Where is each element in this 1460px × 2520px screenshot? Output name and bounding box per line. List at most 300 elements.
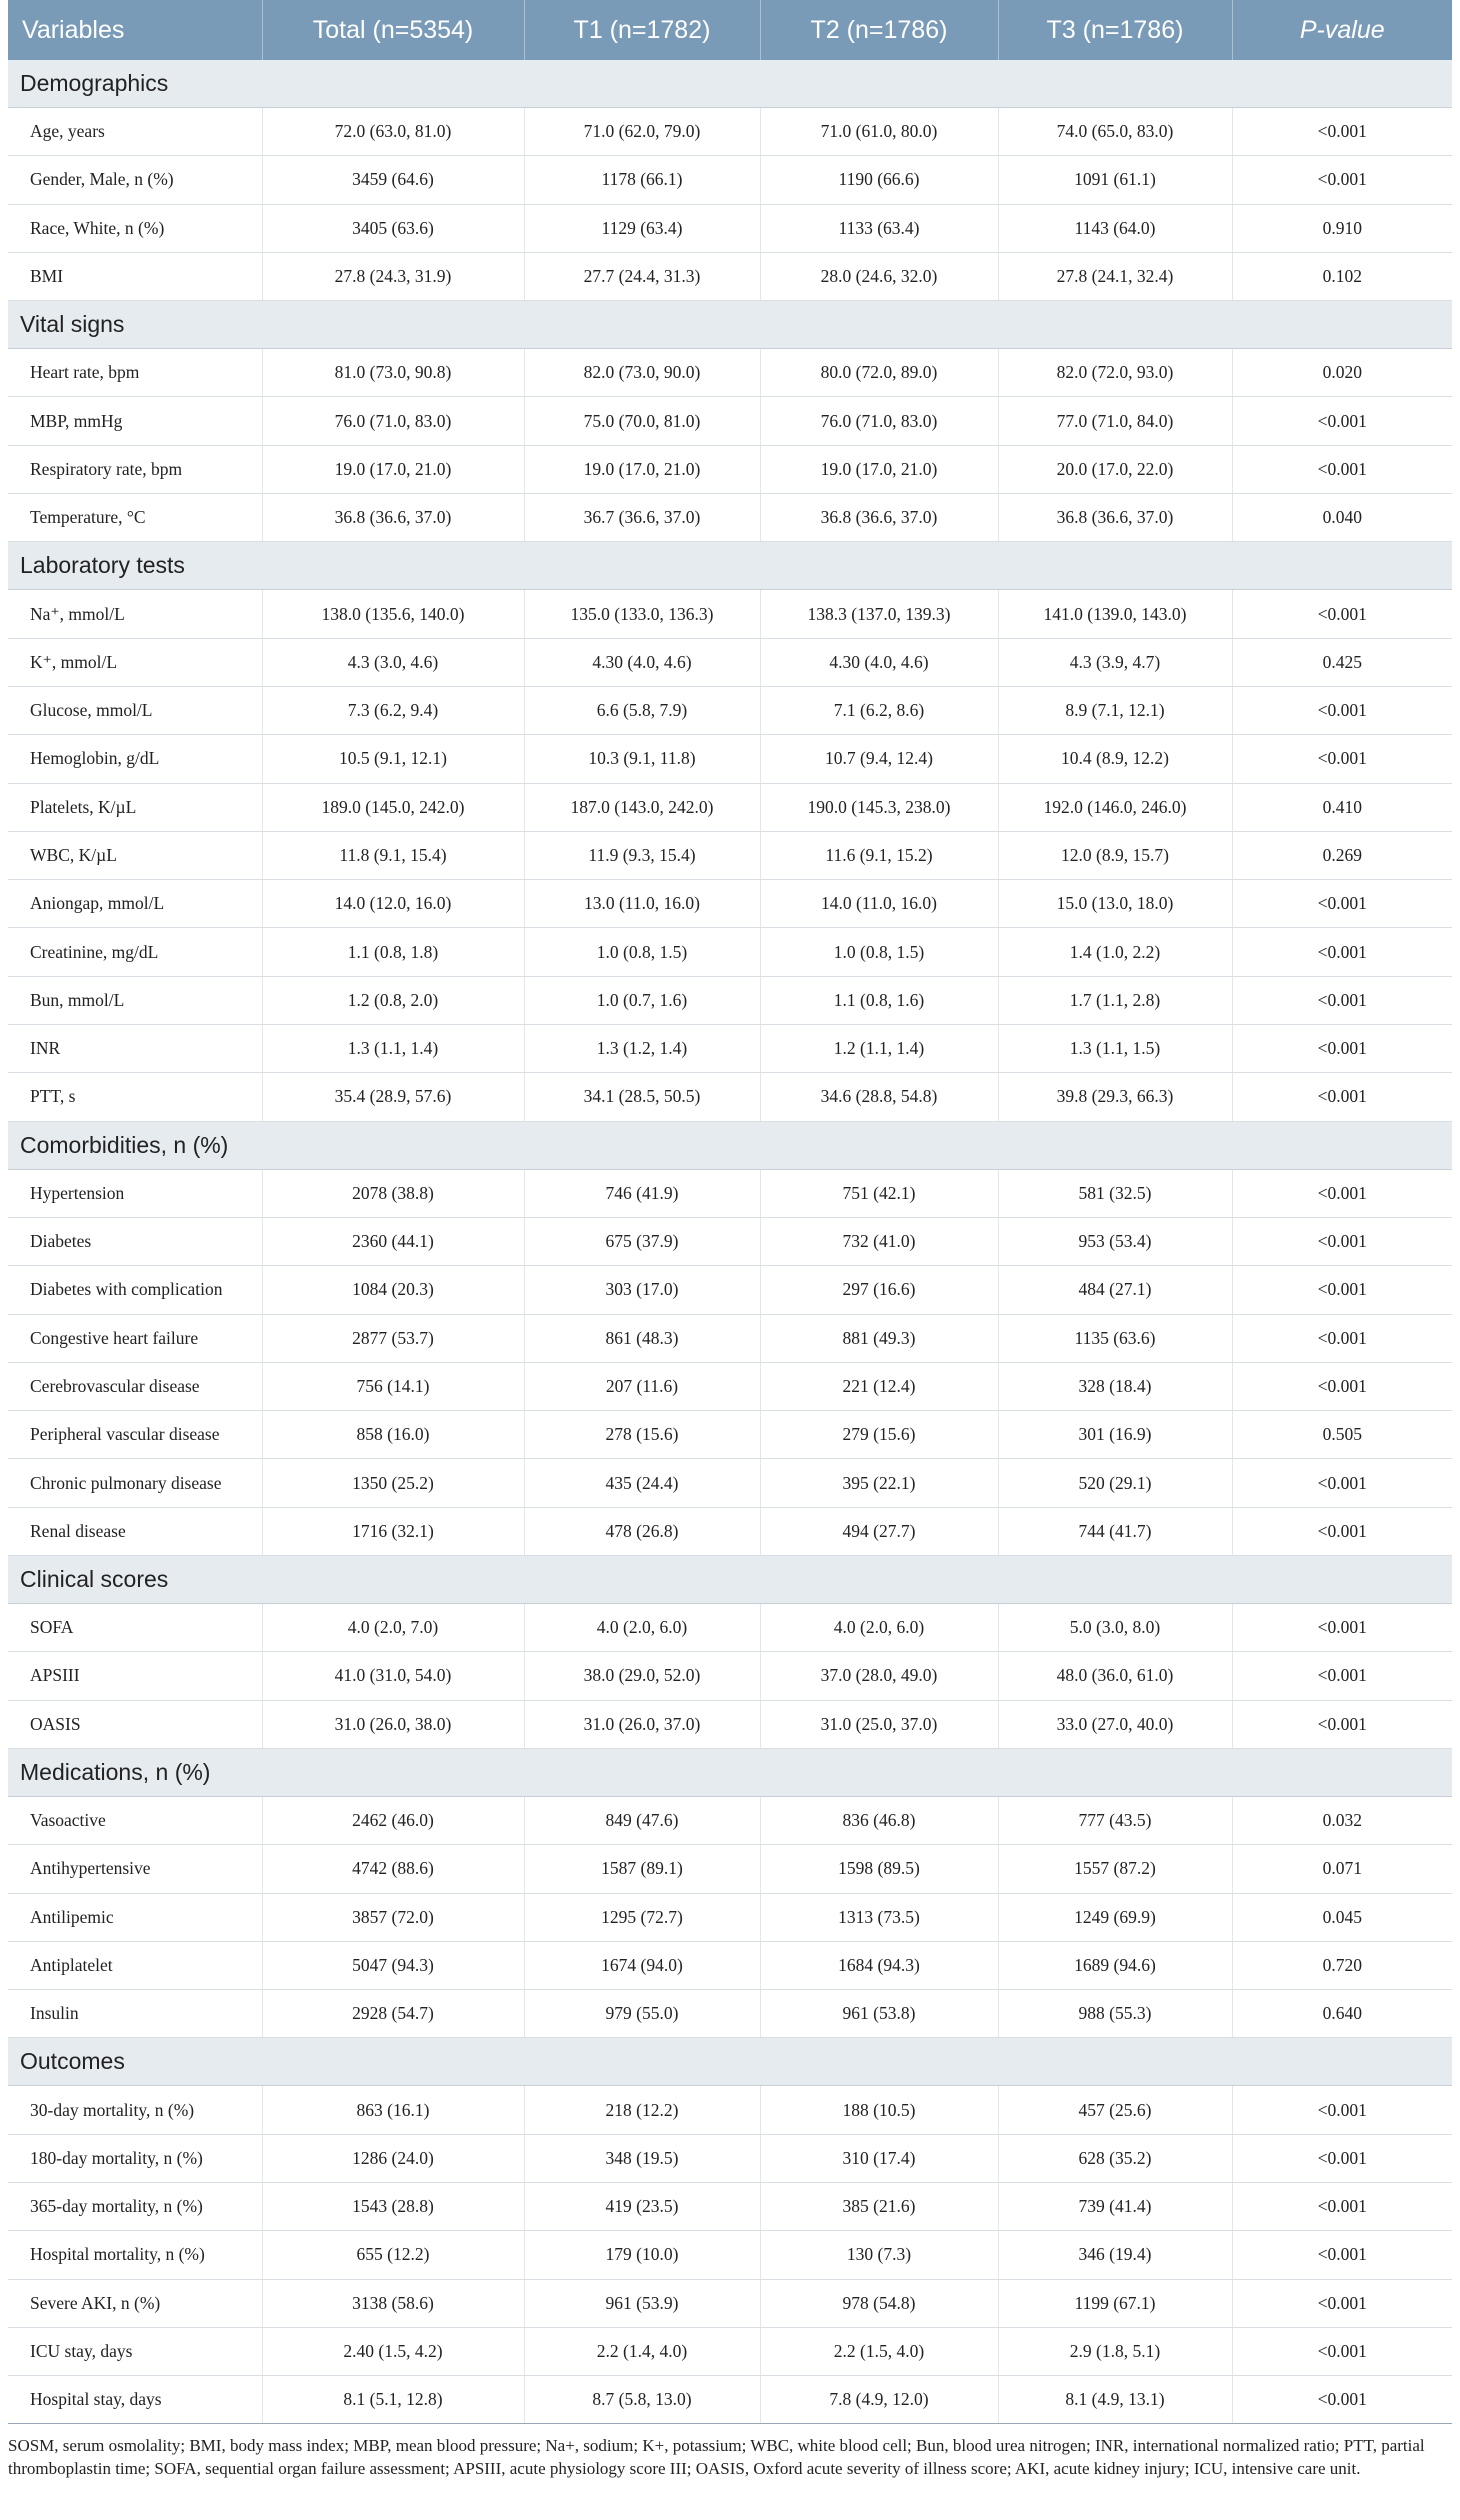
- t3-cell: 15.0 (13.0, 18.0): [998, 880, 1232, 928]
- t3-cell: 74.0 (65.0, 83.0): [998, 108, 1232, 156]
- t1-cell: 10.3 (9.1, 11.8): [524, 735, 760, 783]
- variable-cell: Aniongap, mmol/L: [8, 880, 262, 928]
- header-variables: Variables: [8, 0, 262, 60]
- t1-cell: 19.0 (17.0, 21.0): [524, 445, 760, 493]
- table-row: [8, 445, 1452, 493]
- total-cell: 31.0 (26.0, 38.0): [262, 1700, 524, 1748]
- t2-cell: 1684 (94.3): [760, 1941, 998, 1989]
- t1-cell: 8.7 (5.8, 13.0): [524, 2376, 760, 2424]
- t3-cell: 82.0 (72.0, 93.0): [998, 349, 1232, 397]
- t1-cell: 861 (48.3): [524, 1314, 760, 1362]
- total-cell: 72.0 (63.0, 81.0): [262, 108, 524, 156]
- section-title: Comorbidities, n (%): [8, 1121, 1452, 1169]
- t3-cell: 27.8 (24.1, 32.4): [998, 252, 1232, 300]
- t2-cell: 71.0 (61.0, 80.0): [760, 108, 998, 156]
- section-header-row: [8, 60, 1452, 108]
- t1-cell: 348 (19.5): [524, 2134, 760, 2182]
- table-row: [8, 1411, 1452, 1459]
- variable-cell: Hemoglobin, g/dL: [8, 735, 262, 783]
- total-cell: 1716 (32.1): [262, 1507, 524, 1555]
- table-row: [8, 686, 1452, 734]
- t1-cell: 1129 (63.4): [524, 204, 760, 252]
- total-cell: 3459 (64.6): [262, 156, 524, 204]
- p-value-cell: 0.720: [1232, 1941, 1452, 1989]
- t2-cell: 978 (54.8): [760, 2279, 998, 2327]
- t1-cell: 746 (41.9): [524, 1169, 760, 1217]
- table-row: [8, 928, 1452, 976]
- p-value-cell: <0.001: [1232, 1362, 1452, 1410]
- p-value-cell: <0.001: [1232, 445, 1452, 493]
- p-value-cell: 0.269: [1232, 831, 1452, 879]
- table-row: [8, 108, 1452, 156]
- variable-cell: Hypertension: [8, 1169, 262, 1217]
- variable-cell: Bun, mmol/L: [8, 976, 262, 1024]
- header-total: Total (n=5354): [262, 0, 524, 60]
- variable-cell: WBC, K/µL: [8, 831, 262, 879]
- variable-cell: Antihypertensive: [8, 1845, 262, 1893]
- total-cell: 41.0 (31.0, 54.0): [262, 1652, 524, 1700]
- p-value-cell: <0.001: [1232, 2279, 1452, 2327]
- variable-cell: Chronic pulmonary disease: [8, 1459, 262, 1507]
- total-cell: 8.1 (5.1, 12.8): [262, 2376, 524, 2424]
- t2-cell: 4.30 (4.0, 4.6): [760, 638, 998, 686]
- t1-cell: 849 (47.6): [524, 1796, 760, 1844]
- p-value-cell: <0.001: [1232, 1025, 1452, 1073]
- t2-cell: 836 (46.8): [760, 1796, 998, 1844]
- t3-cell: 192.0 (146.0, 246.0): [998, 783, 1232, 831]
- header-t1: T1 (n=1782): [524, 0, 760, 60]
- total-cell: 4.0 (2.0, 7.0): [262, 1604, 524, 1652]
- t2-cell: 1.0 (0.8, 1.5): [760, 928, 998, 976]
- section-title: Clinical scores: [8, 1556, 1452, 1604]
- t3-cell: 1.4 (1.0, 2.2): [998, 928, 1232, 976]
- t1-cell: 1.0 (0.8, 1.5): [524, 928, 760, 976]
- total-cell: 2.40 (1.5, 4.2): [262, 2327, 524, 2375]
- t2-cell: 494 (27.7): [760, 1507, 998, 1555]
- t3-cell: 141.0 (139.0, 143.0): [998, 590, 1232, 638]
- table-row: [8, 1073, 1452, 1121]
- table-row: [8, 1652, 1452, 1700]
- table-row: [8, 1169, 1452, 1217]
- t1-cell: 31.0 (26.0, 37.0): [524, 1700, 760, 1748]
- t3-cell: 628 (35.2): [998, 2134, 1232, 2182]
- variable-cell: 30-day mortality, n (%): [8, 2086, 262, 2134]
- table-row: [8, 1893, 1452, 1941]
- table-row: [8, 1266, 1452, 1314]
- section-title: Laboratory tests: [8, 542, 1452, 590]
- p-value-cell: 0.040: [1232, 494, 1452, 542]
- t2-cell: 34.6 (28.8, 54.8): [760, 1073, 998, 1121]
- t2-cell: 395 (22.1): [760, 1459, 998, 1507]
- t2-cell: 188 (10.5): [760, 2086, 998, 2134]
- p-value-cell: 0.505: [1232, 1411, 1452, 1459]
- table-row: [8, 1025, 1452, 1073]
- t3-cell: 739 (41.4): [998, 2182, 1232, 2230]
- t1-cell: 675 (37.9): [524, 1217, 760, 1265]
- t2-cell: 297 (16.6): [760, 1266, 998, 1314]
- total-cell: 36.8 (36.6, 37.0): [262, 494, 524, 542]
- p-value-cell: <0.001: [1232, 976, 1452, 1024]
- table-row: [8, 880, 1452, 928]
- total-cell: 76.0 (71.0, 83.0): [262, 397, 524, 445]
- p-value-cell: 0.640: [1232, 1990, 1452, 2038]
- t2-cell: 37.0 (28.0, 49.0): [760, 1652, 998, 1700]
- p-value-cell: <0.001: [1232, 735, 1452, 783]
- table-row: [8, 1362, 1452, 1410]
- t1-cell: 303 (17.0): [524, 1266, 760, 1314]
- t3-cell: 4.3 (3.9, 4.7): [998, 638, 1232, 686]
- t2-cell: 732 (41.0): [760, 1217, 998, 1265]
- p-value-cell: 0.020: [1232, 349, 1452, 397]
- table-row: [8, 156, 1452, 204]
- variable-cell: MBP, mmHg: [8, 397, 262, 445]
- t1-cell: 13.0 (11.0, 16.0): [524, 880, 760, 928]
- t2-cell: 11.6 (9.1, 15.2): [760, 831, 998, 879]
- t3-cell: 777 (43.5): [998, 1796, 1232, 1844]
- total-cell: 19.0 (17.0, 21.0): [262, 445, 524, 493]
- t3-cell: 20.0 (17.0, 22.0): [998, 445, 1232, 493]
- variable-cell: INR: [8, 1025, 262, 1073]
- t2-cell: 31.0 (25.0, 37.0): [760, 1700, 998, 1748]
- table-row: [8, 590, 1452, 638]
- variable-cell: Diabetes: [8, 1217, 262, 1265]
- baseline-characteristics-table: [8, 0, 1452, 2424]
- total-cell: 2877 (53.7): [262, 1314, 524, 1362]
- p-value-cell: <0.001: [1232, 2376, 1452, 2424]
- variable-cell: Antilipemic: [8, 1893, 262, 1941]
- t1-cell: 38.0 (29.0, 52.0): [524, 1652, 760, 1700]
- p-value-cell: 0.910: [1232, 204, 1452, 252]
- t2-cell: 4.0 (2.0, 6.0): [760, 1604, 998, 1652]
- total-cell: 7.3 (6.2, 9.4): [262, 686, 524, 734]
- t3-cell: 346 (19.4): [998, 2231, 1232, 2279]
- t1-cell: 278 (15.6): [524, 1411, 760, 1459]
- t3-cell: 1135 (63.6): [998, 1314, 1232, 1362]
- variable-cell: Respiratory rate, bpm: [8, 445, 262, 493]
- t3-cell: 457 (25.6): [998, 2086, 1232, 2134]
- t1-cell: 2.2 (1.4, 4.0): [524, 2327, 760, 2375]
- table-row: [8, 1604, 1452, 1652]
- t2-cell: 76.0 (71.0, 83.0): [760, 397, 998, 445]
- total-cell: 4.3 (3.0, 4.6): [262, 638, 524, 686]
- t3-cell: 1.3 (1.1, 1.5): [998, 1025, 1232, 1073]
- t2-cell: 130 (7.3): [760, 2231, 998, 2279]
- table-footnote: SOSM, serum osmolality; BMI, body mass index; MBP, mean blood pressure; Na+, sodium; K+, potassium; WBC, white blood cell; Bun, blood urea nitrogen; INR, international normalized ratio; PTT, partial thromboplastin time; SOFA, sequential organ failure assessment; APSIII, acute physiology score III; OASIS, Oxford acute severity of illness score; AKI, acute kidney injury; ICU, intensive care unit.: [8, 2436, 1425, 2478]
- t3-cell: 953 (53.4): [998, 1217, 1232, 1265]
- p-value-cell: <0.001: [1232, 880, 1452, 928]
- table-row: [8, 1217, 1452, 1265]
- t2-cell: 80.0 (72.0, 89.0): [760, 349, 998, 397]
- p-value-cell: 0.032: [1232, 1796, 1452, 1844]
- t2-cell: 190.0 (145.3, 238.0): [760, 783, 998, 831]
- t2-cell: 28.0 (24.6, 32.0): [760, 252, 998, 300]
- variable-cell: Hospital stay, days: [8, 2376, 262, 2424]
- total-cell: 1543 (28.8): [262, 2182, 524, 2230]
- total-cell: 2360 (44.1): [262, 1217, 524, 1265]
- t3-cell: 1199 (67.1): [998, 2279, 1232, 2327]
- table-row: [8, 2327, 1452, 2375]
- total-cell: 14.0 (12.0, 16.0): [262, 880, 524, 928]
- p-value-cell: 0.410: [1232, 783, 1452, 831]
- total-cell: 1.2 (0.8, 2.0): [262, 976, 524, 1024]
- t2-cell: 138.3 (137.0, 139.3): [760, 590, 998, 638]
- p-value-cell: <0.001: [1232, 1459, 1452, 1507]
- t2-cell: 1190 (66.6): [760, 156, 998, 204]
- t3-cell: 5.0 (3.0, 8.0): [998, 1604, 1232, 1652]
- table-row: [8, 494, 1452, 542]
- t1-cell: 135.0 (133.0, 136.3): [524, 590, 760, 638]
- t3-cell: 520 (29.1): [998, 1459, 1232, 1507]
- section-header-row: [8, 1121, 1452, 1169]
- variable-cell: Age, years: [8, 108, 262, 156]
- p-value-cell: <0.001: [1232, 1314, 1452, 1362]
- t3-cell: 33.0 (27.0, 40.0): [998, 1700, 1232, 1748]
- t3-cell: 1091 (61.1): [998, 156, 1232, 204]
- t3-cell: 8.1 (4.9, 13.1): [998, 2376, 1232, 2424]
- t3-cell: 988 (55.3): [998, 1990, 1232, 2038]
- table-row: [8, 2134, 1452, 2182]
- table-row: [8, 2376, 1452, 2424]
- p-value-cell: <0.001: [1232, 1604, 1452, 1652]
- t3-cell: 36.8 (36.6, 37.0): [998, 494, 1232, 542]
- t3-cell: 10.4 (8.9, 12.2): [998, 735, 1232, 783]
- header-t3: T3 (n=1786): [998, 0, 1232, 60]
- t1-cell: 1.0 (0.7, 1.6): [524, 976, 760, 1024]
- t1-cell: 179 (10.0): [524, 2231, 760, 2279]
- t2-cell: 881 (49.3): [760, 1314, 998, 1362]
- t2-cell: 2.2 (1.5, 4.0): [760, 2327, 998, 2375]
- t3-cell: 1249 (69.9): [998, 1893, 1232, 1941]
- t1-cell: 27.7 (24.4, 31.3): [524, 252, 760, 300]
- table-row: [8, 1314, 1452, 1362]
- variable-cell: Severe AKI, n (%): [8, 2279, 262, 2327]
- variable-cell: Gender, Male, n (%): [8, 156, 262, 204]
- t1-cell: 1295 (72.7): [524, 1893, 760, 1941]
- p-value-cell: <0.001: [1232, 2086, 1452, 2134]
- p-value-cell: <0.001: [1232, 928, 1452, 976]
- total-cell: 3138 (58.6): [262, 2279, 524, 2327]
- table-row: [8, 1459, 1452, 1507]
- variable-cell: Renal disease: [8, 1507, 262, 1555]
- t3-cell: 301 (16.9): [998, 1411, 1232, 1459]
- variable-cell: Platelets, K/µL: [8, 783, 262, 831]
- p-value-cell: <0.001: [1232, 686, 1452, 734]
- table-row: [8, 1700, 1452, 1748]
- total-cell: 1.1 (0.8, 1.8): [262, 928, 524, 976]
- variable-cell: Diabetes with complication: [8, 1266, 262, 1314]
- t1-cell: 34.1 (28.5, 50.5): [524, 1073, 760, 1121]
- table-row: [8, 2182, 1452, 2230]
- table-row: [8, 735, 1452, 783]
- total-cell: 1084 (20.3): [262, 1266, 524, 1314]
- variable-cell: Na⁺, mmol/L: [8, 590, 262, 638]
- t1-cell: 1674 (94.0): [524, 1941, 760, 1989]
- t2-cell: 1133 (63.4): [760, 204, 998, 252]
- p-value-cell: <0.001: [1232, 2134, 1452, 2182]
- table-row: [8, 2231, 1452, 2279]
- total-cell: 2078 (38.8): [262, 1169, 524, 1217]
- t3-cell: 39.8 (29.3, 66.3): [998, 1073, 1232, 1121]
- variable-cell: Congestive heart failure: [8, 1314, 262, 1362]
- p-value-cell: <0.001: [1232, 1507, 1452, 1555]
- variable-cell: 180-day mortality, n (%): [8, 2134, 262, 2182]
- header-p-value: [1232, 0, 1452, 60]
- header-p-value-text: P-value: [1299, 15, 1385, 44]
- t1-cell: 4.30 (4.0, 4.6): [524, 638, 760, 686]
- variable-cell: BMI: [8, 252, 262, 300]
- p-value-cell: 0.071: [1232, 1845, 1452, 1893]
- t2-cell: 221 (12.4): [760, 1362, 998, 1410]
- variable-cell: Glucose, mmol/L: [8, 686, 262, 734]
- total-cell: 655 (12.2): [262, 2231, 524, 2279]
- p-value-cell: <0.001: [1232, 1266, 1452, 1314]
- t1-cell: 4.0 (2.0, 6.0): [524, 1604, 760, 1652]
- t1-cell: 75.0 (70.0, 81.0): [524, 397, 760, 445]
- total-cell: 1350 (25.2): [262, 1459, 524, 1507]
- p-value-cell: <0.001: [1232, 2231, 1452, 2279]
- t3-cell: 484 (27.1): [998, 1266, 1232, 1314]
- variable-cell: Race, White, n (%): [8, 204, 262, 252]
- t1-cell: 1.3 (1.2, 1.4): [524, 1025, 760, 1073]
- total-cell: 10.5 (9.1, 12.1): [262, 735, 524, 783]
- p-value-cell: <0.001: [1232, 1700, 1452, 1748]
- total-cell: 11.8 (9.1, 15.4): [262, 831, 524, 879]
- table-row: [8, 1796, 1452, 1844]
- t3-cell: 1143 (64.0): [998, 204, 1232, 252]
- t1-cell: 961 (53.9): [524, 2279, 760, 2327]
- table-row: [8, 2086, 1452, 2134]
- section-title: Demographics: [8, 60, 1452, 108]
- p-value-cell: <0.001: [1232, 1217, 1452, 1265]
- total-cell: 35.4 (28.9, 57.6): [262, 1073, 524, 1121]
- p-value-cell: 0.045: [1232, 1893, 1452, 1941]
- t3-cell: 1689 (94.6): [998, 1941, 1232, 1989]
- t3-cell: 48.0 (36.0, 61.0): [998, 1652, 1232, 1700]
- variable-cell: APSIII: [8, 1652, 262, 1700]
- table-row: [8, 349, 1452, 397]
- t2-cell: 279 (15.6): [760, 1411, 998, 1459]
- variable-cell: Cerebrovascular disease: [8, 1362, 262, 1410]
- table-row: [8, 1507, 1452, 1555]
- t2-cell: 1.1 (0.8, 1.6): [760, 976, 998, 1024]
- t3-cell: 8.9 (7.1, 12.1): [998, 686, 1232, 734]
- total-cell: 189.0 (145.0, 242.0): [262, 783, 524, 831]
- section-header-row: [8, 2038, 1452, 2086]
- table-row: [8, 2279, 1452, 2327]
- t2-cell: 310 (17.4): [760, 2134, 998, 2182]
- t1-cell: 11.9 (9.3, 15.4): [524, 831, 760, 879]
- total-cell: 1286 (24.0): [262, 2134, 524, 2182]
- table-row: [8, 783, 1452, 831]
- t1-cell: 1178 (66.1): [524, 156, 760, 204]
- variable-cell: K⁺, mmol/L: [8, 638, 262, 686]
- total-cell: 27.8 (24.3, 31.9): [262, 252, 524, 300]
- variable-cell: Heart rate, bpm: [8, 349, 262, 397]
- variable-cell: SOFA: [8, 1604, 262, 1652]
- total-cell: 3857 (72.0): [262, 1893, 524, 1941]
- table-row: [8, 1990, 1452, 2038]
- variable-cell: Antiplatelet: [8, 1941, 262, 1989]
- variable-cell: Insulin: [8, 1990, 262, 2038]
- t3-cell: 2.9 (1.8, 5.1): [998, 2327, 1232, 2375]
- total-cell: 1.3 (1.1, 1.4): [262, 1025, 524, 1073]
- section-title: Outcomes: [8, 2038, 1452, 2086]
- section-header-row: [8, 542, 1452, 590]
- section-header-row: [8, 301, 1452, 349]
- t2-cell: 14.0 (11.0, 16.0): [760, 880, 998, 928]
- t1-cell: 207 (11.6): [524, 1362, 760, 1410]
- t1-cell: 71.0 (62.0, 79.0): [524, 108, 760, 156]
- total-cell: 858 (16.0): [262, 1411, 524, 1459]
- p-value-cell: <0.001: [1232, 1073, 1452, 1121]
- variable-cell: Peripheral vascular disease: [8, 1411, 262, 1459]
- table-row: [8, 397, 1452, 445]
- t1-cell: 6.6 (5.8, 7.9): [524, 686, 760, 734]
- t3-cell: 744 (41.7): [998, 1507, 1232, 1555]
- table-row: [8, 976, 1452, 1024]
- t3-cell: 328 (18.4): [998, 1362, 1232, 1410]
- variable-cell: Vasoactive: [8, 1796, 262, 1844]
- t1-cell: 82.0 (73.0, 90.0): [524, 349, 760, 397]
- total-cell: 756 (14.1): [262, 1362, 524, 1410]
- table-row: [8, 204, 1452, 252]
- variable-cell: Hospital mortality, n (%): [8, 2231, 262, 2279]
- total-cell: 2928 (54.7): [262, 1990, 524, 2038]
- p-value-cell: <0.001: [1232, 1169, 1452, 1217]
- variable-cell: Creatinine, mg/dL: [8, 928, 262, 976]
- p-value-cell: <0.001: [1232, 108, 1452, 156]
- total-cell: 2462 (46.0): [262, 1796, 524, 1844]
- p-value-cell: <0.001: [1232, 2182, 1452, 2230]
- table-header-row: [8, 0, 1452, 60]
- t3-cell: 1.7 (1.1, 2.8): [998, 976, 1232, 1024]
- p-value-cell: <0.001: [1232, 590, 1452, 638]
- p-value-cell: <0.001: [1232, 397, 1452, 445]
- total-cell: 5047 (94.3): [262, 1941, 524, 1989]
- t2-cell: 961 (53.8): [760, 1990, 998, 2038]
- section-title: Vital signs: [8, 301, 1452, 349]
- total-cell: 3405 (63.6): [262, 204, 524, 252]
- t2-cell: 1313 (73.5): [760, 1893, 998, 1941]
- total-cell: 4742 (88.6): [262, 1845, 524, 1893]
- p-value-cell: <0.001: [1232, 2327, 1452, 2375]
- variable-cell: OASIS: [8, 1700, 262, 1748]
- total-cell: 138.0 (135.6, 140.0): [262, 590, 524, 638]
- t3-cell: 581 (32.5): [998, 1169, 1232, 1217]
- t1-cell: 1587 (89.1): [524, 1845, 760, 1893]
- t3-cell: 1557 (87.2): [998, 1845, 1232, 1893]
- table-row: [8, 831, 1452, 879]
- table-row: [8, 1845, 1452, 1893]
- t2-cell: 36.8 (36.6, 37.0): [760, 494, 998, 542]
- variable-cell: ICU stay, days: [8, 2327, 262, 2375]
- table-row: [8, 252, 1452, 300]
- table-row: [8, 1941, 1452, 1989]
- p-value-cell: <0.001: [1232, 1652, 1452, 1700]
- t2-cell: 7.1 (6.2, 8.6): [760, 686, 998, 734]
- p-value-cell: 0.425: [1232, 638, 1452, 686]
- t1-cell: 36.7 (36.6, 37.0): [524, 494, 760, 542]
- t1-cell: 419 (23.5): [524, 2182, 760, 2230]
- section-header-row: [8, 1556, 1452, 1604]
- header-t2: T2 (n=1786): [760, 0, 998, 60]
- table-row: [8, 638, 1452, 686]
- t2-cell: 10.7 (9.4, 12.4): [760, 735, 998, 783]
- t2-cell: 1.2 (1.1, 1.4): [760, 1025, 998, 1073]
- total-cell: 81.0 (73.0, 90.8): [262, 349, 524, 397]
- t2-cell: 751 (42.1): [760, 1169, 998, 1217]
- t3-cell: 77.0 (71.0, 84.0): [998, 397, 1232, 445]
